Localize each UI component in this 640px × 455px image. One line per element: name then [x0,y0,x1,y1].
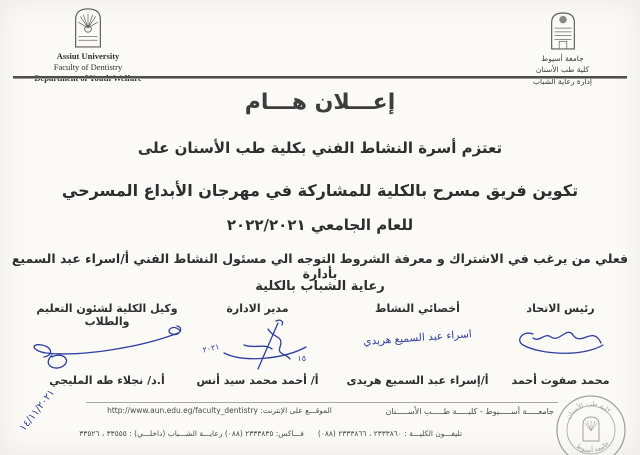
footer-fax: فـــاكس: ٢٣٣٣٨٣٥ (٠٨٨) رعايـــة الشـــباب (داخلـــي) : ٣٣٥٥٥ ، ٣٣٥٢٦ [79,429,304,438]
header-faculty-en: Faculty of Dentistry [53,62,123,73]
footer-website: الموقـــع على الإنترنت: http://www.aun.edu.eg/faculty_dentistry [107,406,332,415]
body-line-2: تكوين فريق مسرح بالكلية للمشاركة في مهرجان الأبداع المسرحي [61,181,579,200]
header-university-en: Assiut University [56,51,120,61]
body-line-3: للعام الجامعي ٢٠٢٢/٢٠٢١ [226,216,414,234]
handwritten-day: ١٥ [297,354,306,363]
svg-text:جامعة أسيوط [575,440,611,455]
handwritten-year: ٢٠٢١ [201,342,221,355]
footer-phone: تليفـــون الكليـــة : ٢٣٣٣٨٦٠ ، ٢٣٣٣٨٦٦ (٠٨٨) [317,429,462,438]
header-faculty-ar: كلية طب الأسنان [535,65,590,75]
signature-name: أ/ أحمد محمد سيد أنس [196,374,319,387]
header-divider [13,76,627,79]
handwritten-signature-activity-specialist: اسراء عبد السميع هريدي [362,328,473,348]
signature-column-vice-dean [22,302,192,397]
signature-title: وكيل الكلية لشئون التعليم والطلاب [36,302,178,328]
body-line-4: فعلي من يرغب في الاشتراك و معرفة الشروط التوجه الي مسئول النشاط الفني أ/اسراء عبد السميع بأدارة [11,251,629,281]
signature-title: مدير الادارة [226,302,289,315]
footer-college-name: جامعـــــة أســـــيوط - كليـــــة طـــــب الأســـــنان [385,407,554,416]
stamp-text-top: كلية طب الأسنان [564,399,613,421]
header-university-ar: جامعة أسيوط [541,54,584,63]
signature-name: أ.د/ نجلاء طه المليجي [49,374,165,387]
page-title: إعـــلان هـــام [244,90,396,115]
body-line-1: تعتزم أسرة النشاط الفني بكلية طب الأسنان على [137,139,503,157]
official-round-stamp-icon [554,393,628,455]
stamp-text-bottom: جامعة أسيوط [574,439,611,455]
body-line-5: رعاية الشباب بالكلية [255,279,385,294]
footer-contact-line [79,429,462,438]
signature-name: محمد صفوت أحمد [511,374,610,387]
signature-title: أخصائي النشاط [375,302,460,315]
header-english-block [18,5,158,84]
handwritten-signature-union-president [503,317,618,373]
signature-column-director [180,302,335,397]
handwritten-signature-director [180,317,335,373]
header-department-en: Department of Youth Welfare [34,73,142,84]
university-seal-icon [69,5,107,49]
handwritten-date: ١٤/١١/٢٠٢١ [17,387,58,434]
signature-column-union-president [503,302,618,397]
footer-divider [86,402,558,403]
signature-column-activity-specialist [345,302,490,397]
handwritten-signature-vice-dean [22,317,192,373]
university-seal-arabic-icon [546,9,580,51]
signature-name: أ/إسراء عبد السميع هريدى [346,374,489,387]
signature-title: رئيس الاتحاد [526,302,595,315]
header-department-ar: إدارة رعاية الشباب [533,76,592,86]
